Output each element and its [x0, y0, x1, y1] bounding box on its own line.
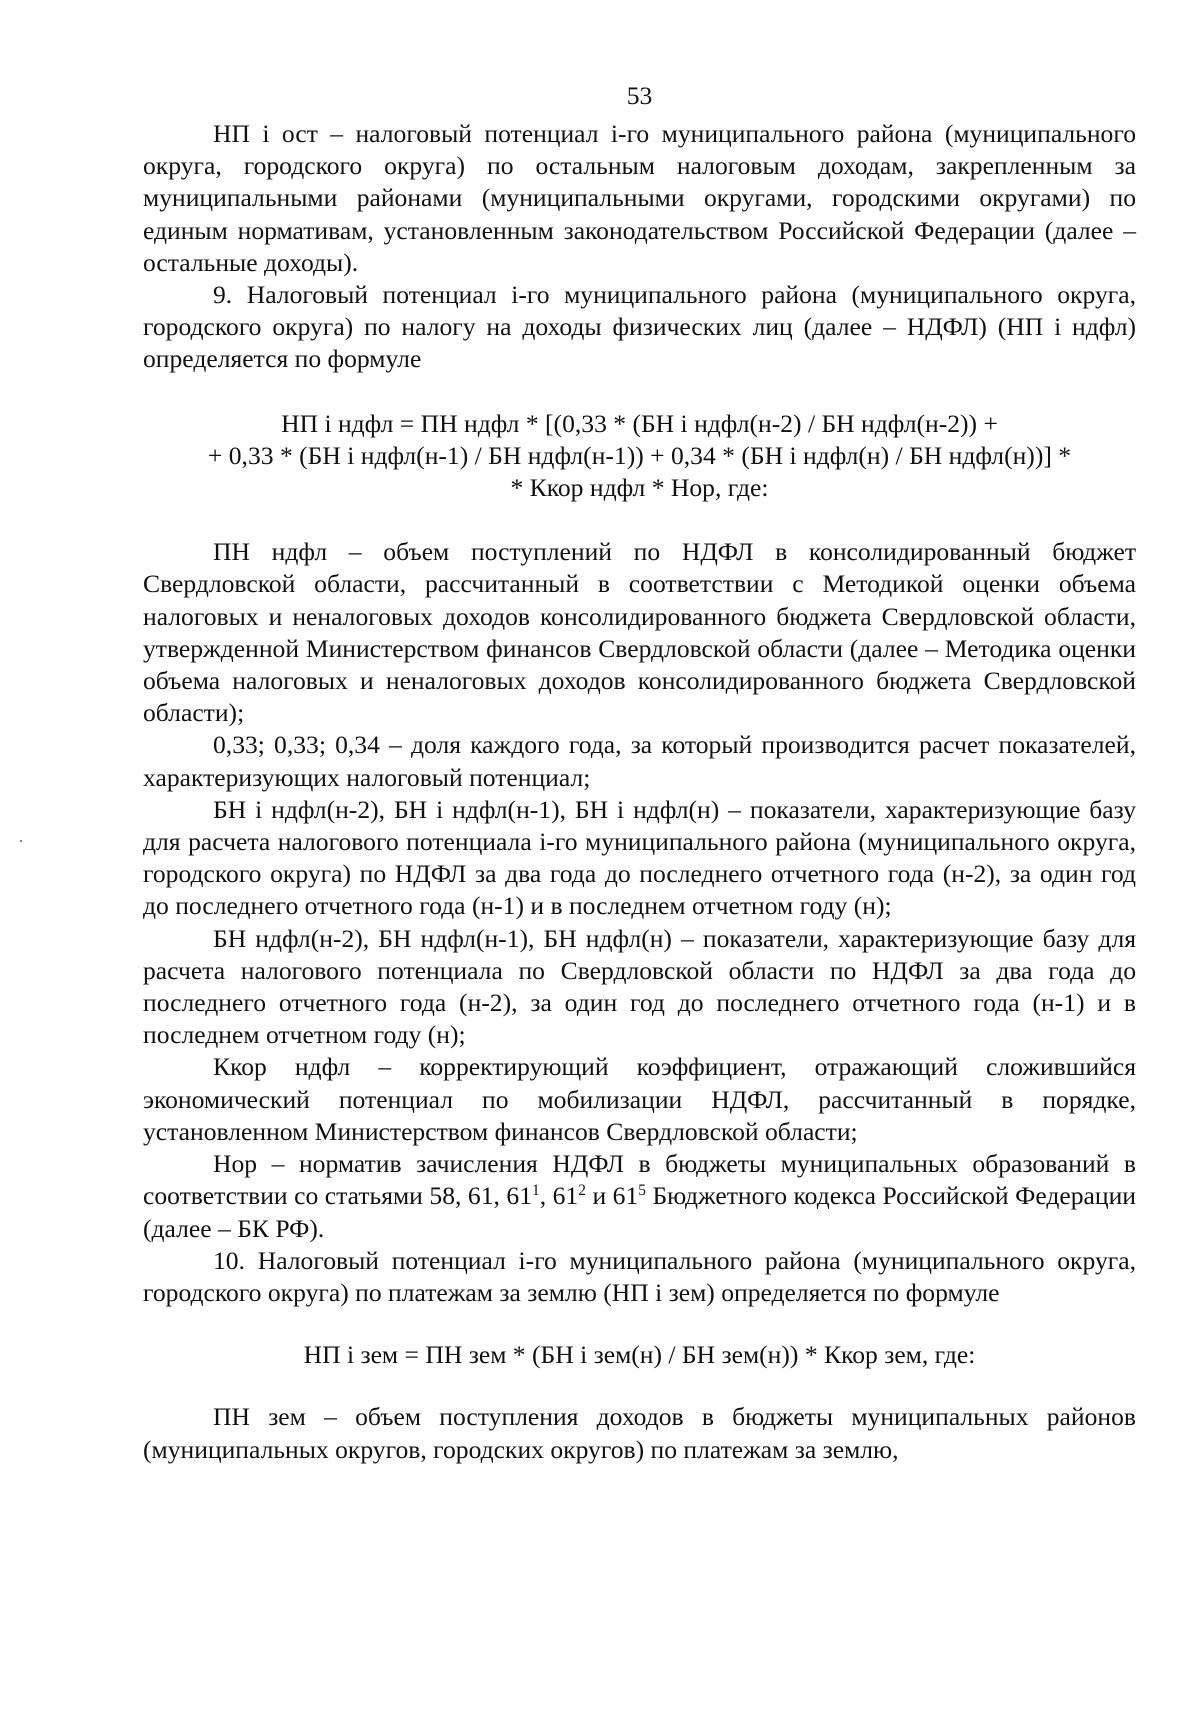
scan-speck — [20, 840, 22, 842]
nor-text-mid-2: и 61 — [585, 1181, 639, 1211]
formula-zem — [143, 1339, 1136, 1371]
formula-ndfl-line-3: * Ккор ндфл * Нор, где: — [510, 473, 769, 503]
formula-ndfl-line-2: + 0,33 * (БН i ндфл(н-1) / БН ндфл(н-1)) + 0,34 * (БН i ндфл(н) / БН ндфл(н))] * — [207, 440, 1072, 470]
nor-text-after: Бюджетного кодекса Российской Федерации (далее – БК РФ). — [143, 1181, 1136, 1243]
nor-sup-2: 2 — [578, 1182, 586, 1200]
paragraph-bn-i-ndfl: БН i ндфл(н-2), БН i ндфл(н-1), БН i ндфл(н) – показатели, характеризующие базу для расчета налогового потенциала i-го муниципального района (муниципального округа, городского округа) по НДФЛ за два года до последнего отчетного года (н-2), за один год до последнего отчетного года (н-1) и в последнем отчетном году (н); — [143, 794, 1136, 921]
paragraph-item-9: 9. Налоговый потенциал i-го муниципального района (муниципального округа, городского округа) по налогу на доходы физических лиц (далее – НДФЛ) (НП i ндфл) определяется по формуле — [143, 280, 1136, 374]
formula-zem-line: НП i зем = ПН зем * (БН i зем(н) / БН зем(н)) * Ккор зем, где: — [303, 1340, 976, 1370]
nor-text-before: Нор – норматив зачисления НДФЛ в бюджеты муниципальных образований в соответствии со статьями 58, 61, 61 — [143, 1149, 1136, 1211]
paragraph-year-shares: 0,33; 0,33; 0,34 – доля каждого года, за который производится расчет показателей, характеризующих налоговый потенциал; — [143, 730, 1136, 792]
paragraph-pn-zem: ПН зем – объем поступления доходов в бюджеты муниципальных районов (муниципальных округов, городских округов) по платежам за землю, — [143, 1402, 1136, 1464]
formula-ndfl-line-1: НП i ндфл = ПН ндфл * [(0,33 * (БН i ндфл(н-2) / БН ндфл(н-2)) + — [281, 408, 998, 438]
document-page — [143, 76, 1136, 1466]
page-number: 53 — [626, 81, 653, 110]
paragraph-kkor-ndfl: Ккор ндфл – корректирующий коэффициент, отражающий сложившийся экономический потенциал по мобилизации НДФЛ, рассчитанный в порядке, установленном Министерством финансов Свердловской области; — [143, 1052, 1136, 1146]
paragraph-item-10: 10. Налоговый потенциал i-го муниципального района (муниципального округа, городского округа) по платежам за землю (НП i зем) определяется по формуле — [143, 1245, 1136, 1307]
nor-text-mid-1: , 61 — [539, 1181, 579, 1211]
formula-ndfl — [143, 408, 1136, 505]
paragraph-bn-ndfl: БН ндфл(н-2), БН ндфл(н-1), БН ндфл(н) – показатели, характеризующие базу для расчета налогового потенциала по Свердловской области по НДФЛ за два года до последнего отчетного года (н-2), за один год до последнего отчетного года (н-1) и в последнем отчетном году (н); — [143, 923, 1136, 1050]
nor-sup-1: 1 — [532, 1182, 540, 1200]
paragraph-nor — [143, 1148, 1136, 1245]
paragraph-np-ost: НП i ост – налоговый потенциал i-го муниципального района (муниципального округа, городского округа) по остальным налоговым доходам, закрепленным за муниципальными районами (муниципальными округами, городскими округами) по единым нормативам, установленным законодательством Российской Федерации (далее – остальные доходы). — [143, 119, 1136, 277]
paragraph-pn-ndfl: ПН ндфл – объем поступлений по НДФЛ в консолидированный бюджет Свердловской области, рассчитанный в соответствии с Методикой оценки объема налоговых и неналоговых доходов консолидированного бюджета Свердловской области, утвержденной Министерством финансов Свердловской области (далее – Методика оценки объема налоговых и неналоговых доходов консолидированного бюджета Свердловской области); — [143, 537, 1136, 728]
nor-sup-3: 5 — [638, 1182, 646, 1200]
